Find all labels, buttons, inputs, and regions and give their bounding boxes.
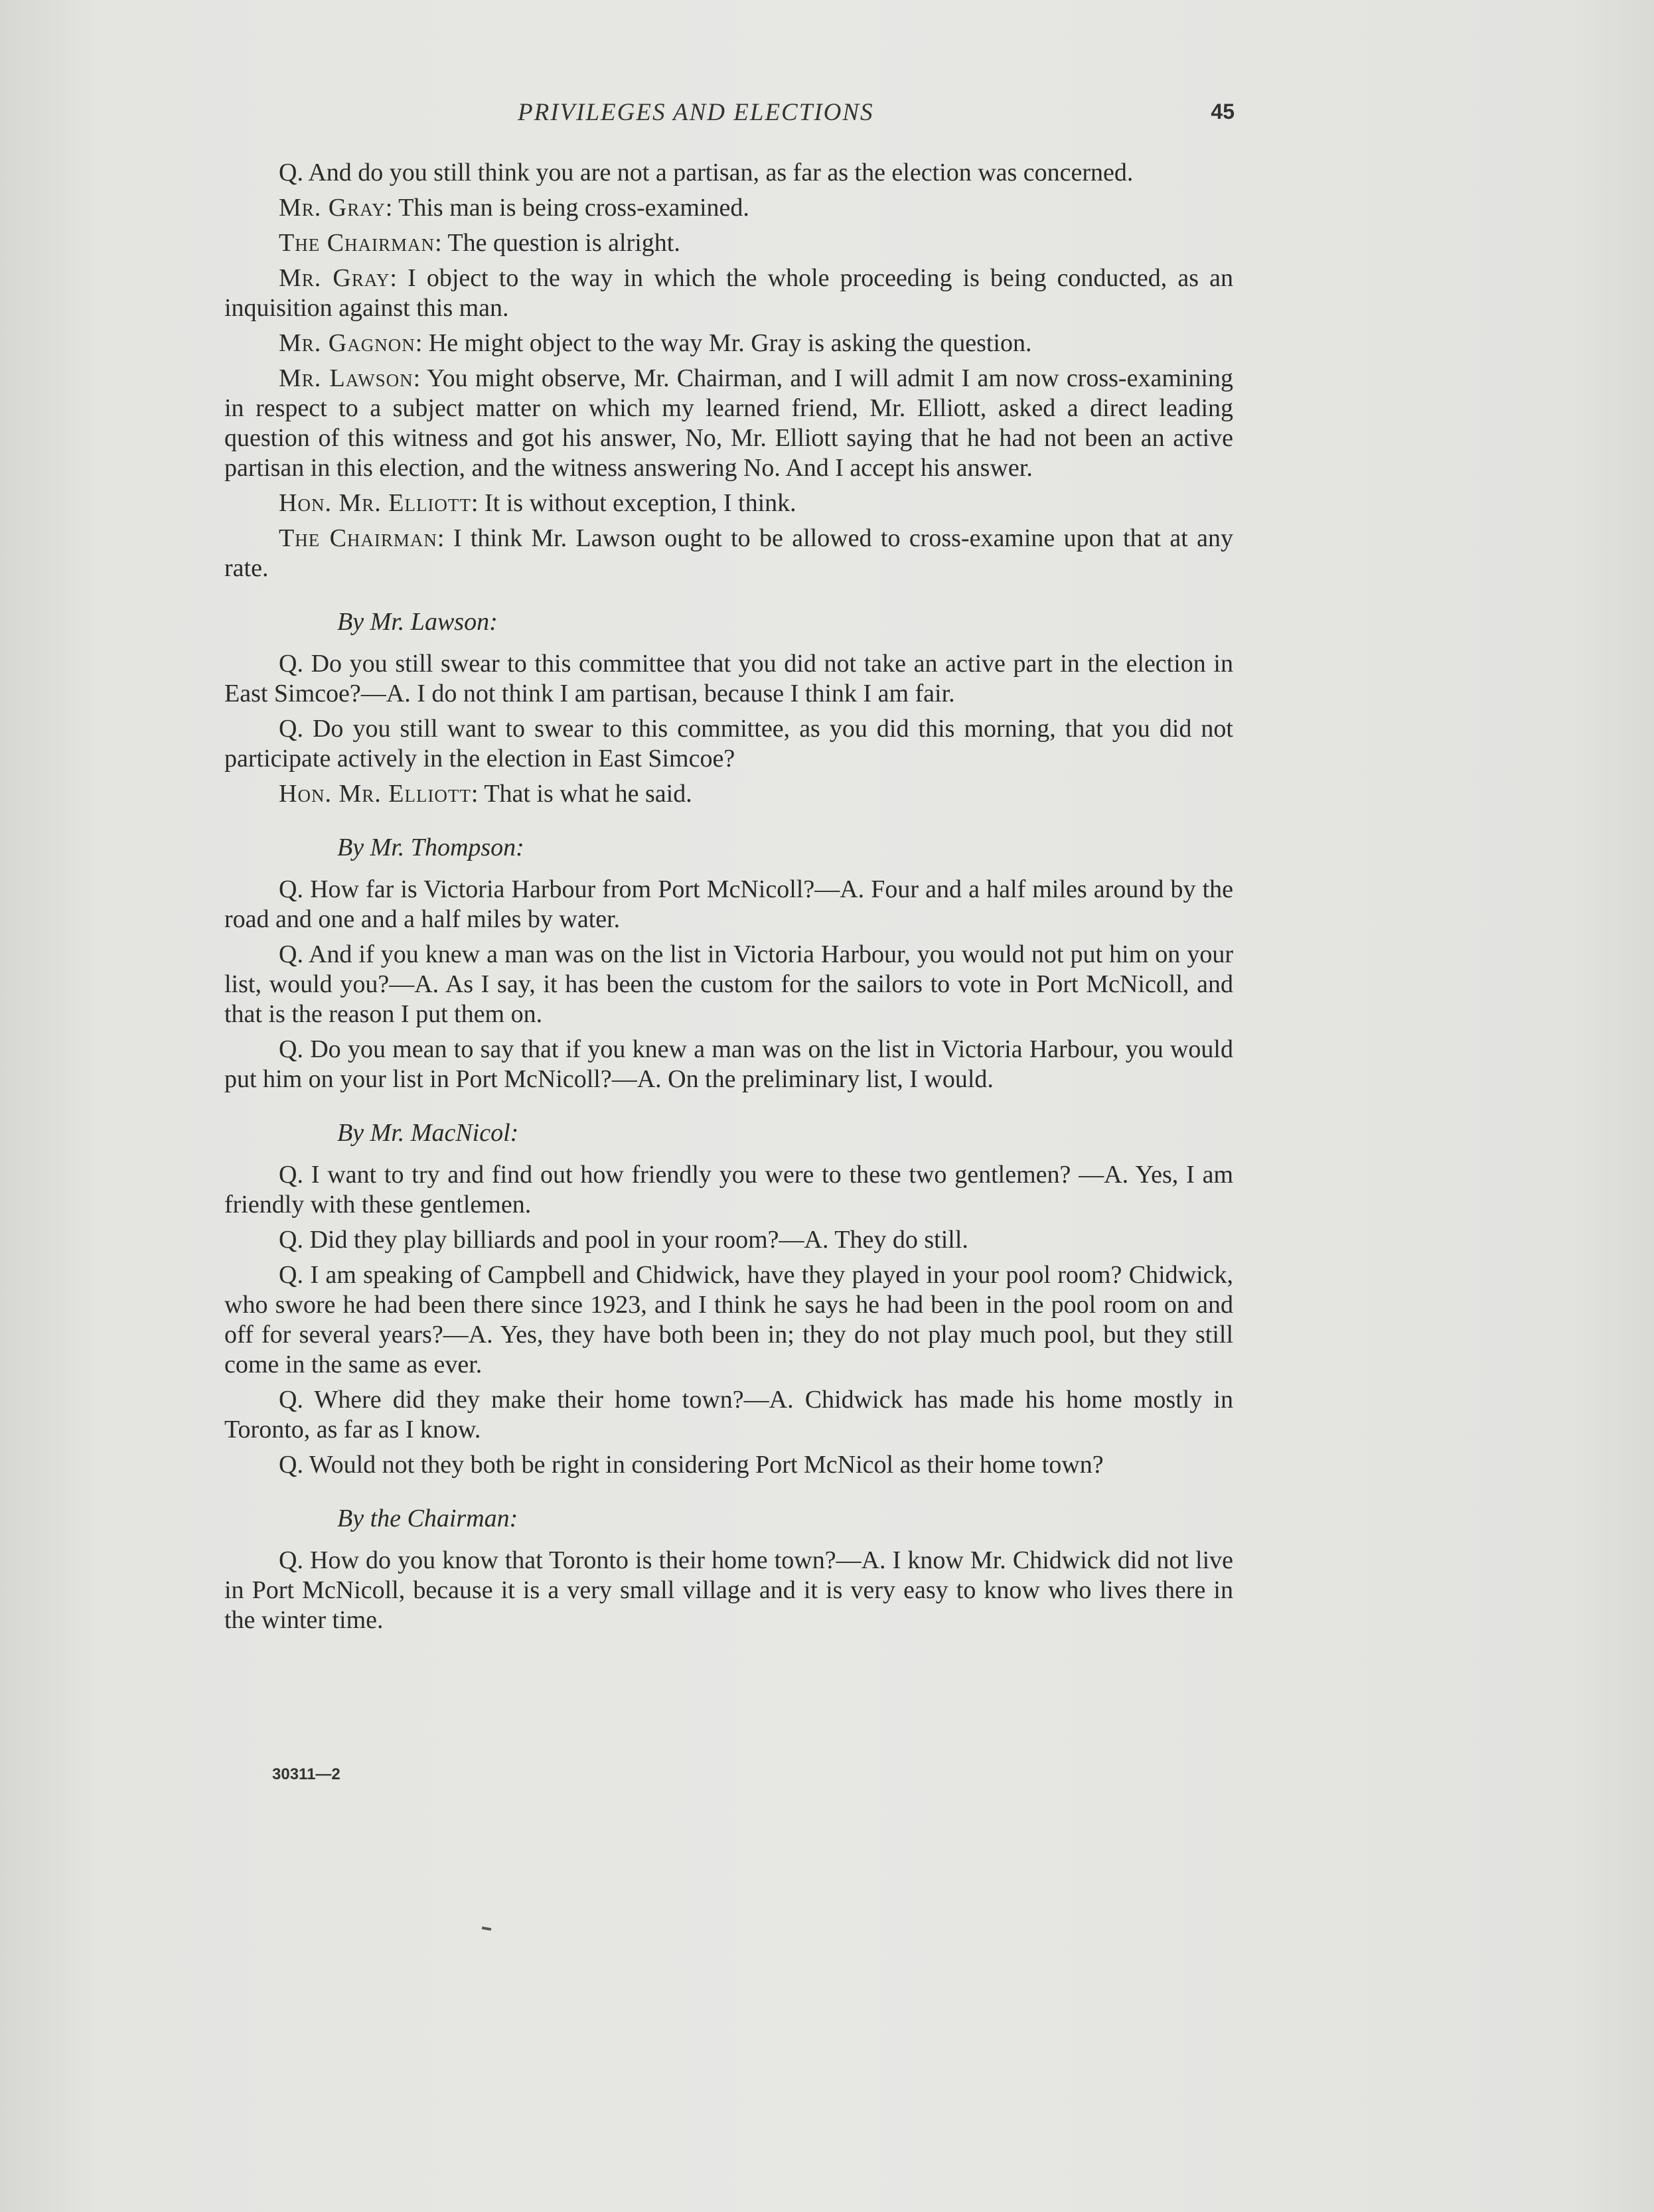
paragraph (224, 524, 1233, 583)
speech-text: : I think Mr. Lawson ought to be allowed to cross-examine upon that at any rate. (224, 524, 1233, 582)
paragraph: Q. Do you mean to say that if you knew a man was on the list in Victoria Harbour, you would put him on your list in Port McNicoll?—A. On the preliminary list, I would. (224, 1035, 1233, 1093)
paragraph (224, 263, 1233, 323)
paragraph: Q. Do you still want to swear to this committee, as you did this morning, that you did not participate actively in the election in East Simcoe? (224, 715, 1233, 773)
examiner-heading: By the Chairman: (337, 1505, 518, 1532)
stray-ink-mark (482, 1927, 491, 1931)
running-head: PRIVILEGES AND ELECTIONS (518, 99, 874, 126)
examiner-heading: By Mr. MacNicol: (337, 1119, 519, 1147)
paragraph (224, 364, 1233, 483)
speaker-name: The Chairman (279, 524, 437, 552)
speaker-name: Mr. Gray (279, 264, 390, 292)
speech-text: : This man is being cross-examined. (385, 194, 749, 222)
paragraph (224, 228, 1233, 258)
paragraph: Q. How far is Victoria Harbour from Port McNicoll?—A. Four and a half miles around by the road and one and a half miles by water. (224, 875, 1233, 933)
paragraph (224, 193, 1233, 223)
body-text (224, 158, 1233, 1641)
page-header (226, 98, 1235, 138)
speech-text: : You might observe, Mr. Chairman, and I will admit I am now cross-examining in respect to a subject matter on which my learned friend, Mr. Elliott, asked a direct leading question of this witness and got his answer, No, Mr. Elliott saying that he had not been an active partisan in this election, and the witness answering No. And I accept his answer. (224, 364, 1233, 482)
speech-text: : He might object to the way Mr. Gray is asking the question. (415, 329, 1032, 357)
examiner-heading: By Mr. Thompson: (337, 834, 524, 861)
paragraph (224, 779, 1233, 809)
paragraph: Q. Do you still swear to this committee that you did not take an active part in the election in East Simcoe?—A. I do not think I am partisan, because I think I am fair. (224, 650, 1233, 707)
speaker-name: Mr. Lawson (279, 364, 414, 392)
speech-text: : It is without exception, I think. (471, 489, 796, 517)
speaker-name: The Chairman (279, 229, 435, 257)
paragraph: Q. I want to try and find out how friendly you were to these two gentlemen? —A. Yes, I am friendly with these gentlemen. (224, 1161, 1233, 1218)
paragraph: Q. And do you still think you are not a partisan, as far as the election was concerned. (279, 159, 1134, 186)
speaker-name: Hon. Mr. Elliott (279, 780, 471, 808)
paragraph: Q. Would not they both be right in considering Port McNicol as their home town? (279, 1451, 1104, 1479)
paragraph: Q. How do you know that Toronto is their home town?—A. I know Mr. Chidwick did not live in Port McNicoll, because it is a very small village and it is very easy to know who lives there in the winter time. (224, 1546, 1233, 1634)
examiner-heading: By Mr. Lawson: (337, 608, 498, 636)
paragraph: Q. And if you knew a man was on the list in Victoria Harbour, you would not put him on your list, would you?—A. As I say, it has been the custom for the sailors to vote in Port McNicoll, and that is the reason I put them on. (224, 940, 1233, 1028)
paragraph: Q. Did they play billiards and pool in your room?—A. They do still. (279, 1226, 968, 1254)
printer-signature: 30311—2 (272, 1765, 340, 1783)
speech-text: : That is what he said. (471, 780, 692, 808)
page-number: 45 (1211, 100, 1235, 123)
paragraph: Q. Where did they make their home town?—A. Chidwick has made his home mostly in Toronto, as far as I know. (224, 1386, 1233, 1443)
speech-text: : The question is alright. (435, 229, 680, 257)
speaker-name: Mr. Gray (279, 194, 386, 222)
paragraph (224, 329, 1233, 358)
paragraph (224, 488, 1233, 518)
paragraph: Q. I am speaking of Campbell and Chidwick, have they played in your pool room? Chidwick, who swore he had been there since 1923, and I think he says he had been in the pool room on and off for several years?—A. Yes, they have both been in; they do not play much pool, but they still come in the same as ever. (224, 1261, 1233, 1378)
speaker-name: Hon. Mr. Elliott (279, 489, 471, 517)
speaker-name: Mr. Gagnon (279, 329, 415, 357)
speech-text: : I object to the way in which the whole proceeding is being conducted, as an inquisition against this man. (224, 264, 1233, 322)
